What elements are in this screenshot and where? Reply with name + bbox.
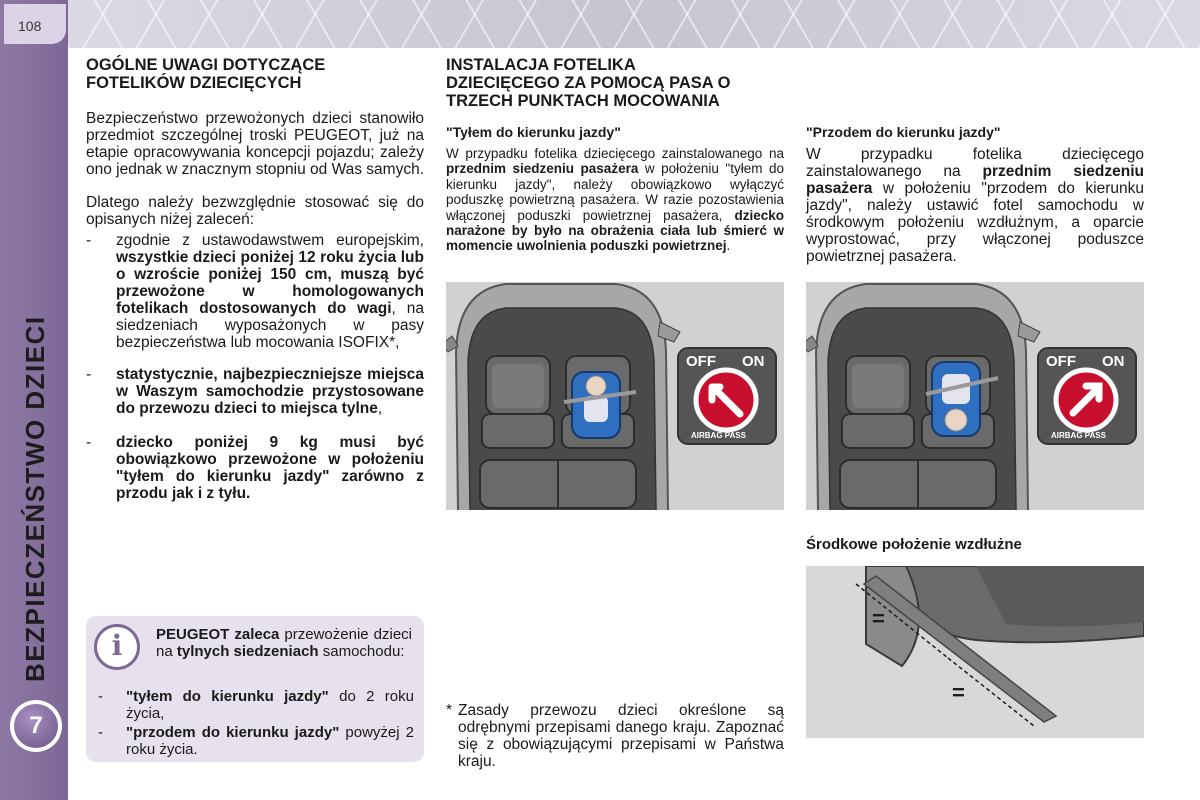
recommendation-item-2 bbox=[98, 724, 414, 758]
footnote-text: Zasady przewozu dzieci określone są odrębnymi przepisami danego kraju. Zapoznać się z obowiązującymi przepisami w Państwa kraju. bbox=[458, 702, 784, 770]
left-bullet-1 bbox=[86, 232, 426, 360]
section-title: BEZPIECZEŃSTWO DZIECI bbox=[20, 315, 50, 682]
rear-text-bold-1: przednim siedzeniu pasażera bbox=[446, 161, 639, 177]
page-number-box bbox=[4, 4, 66, 44]
rear-facing-heading: "Tyłem do kierunku jazdy" bbox=[446, 124, 621, 140]
left-heading-line-1: OGÓLNE UWAGI DOTYCZĄCE bbox=[86, 56, 326, 74]
middle-heading bbox=[446, 56, 791, 110]
chapter-badge[interactable] bbox=[10, 700, 62, 752]
item-post: do 2 roku życia, bbox=[126, 688, 414, 722]
rear-text-mid: w położeniu "tyłem do kierunku jazdy", należy obowiązkowo wyłączyć poduszkę powietrzną pasażera. W razie pozostawienia włączonej poduszki powietrznej pasażera, bbox=[446, 161, 784, 223]
rear-text-pre: W przypadku fotelika dziecięcego zainstalowanego na bbox=[446, 146, 784, 161]
item-dash: - bbox=[98, 724, 103, 741]
bullet-text-post: , na siedzeniach wyposażonych w pasy bezpieczeństwa lub mocowania ISOFIX*, bbox=[116, 300, 424, 351]
bullet-dash: - bbox=[86, 366, 92, 383]
item-dash: - bbox=[98, 688, 103, 705]
middle-heading-line-1: INSTALACJA FOTELIKA bbox=[446, 56, 636, 74]
bullet-text-bold: dziecko poniżej 9 kg musi być obowiązkowo przewożone w położeniu "tyłem do kierunku jazdy" zarówno z przodu jak i z tyłu. bbox=[116, 434, 424, 502]
page-number: 108 bbox=[18, 18, 42, 34]
rear-facing-illustration bbox=[446, 282, 784, 510]
forward-facing-text bbox=[806, 146, 1144, 265]
airbag-pass-label: AIRBAG PASS bbox=[691, 431, 746, 440]
recommendation-lead bbox=[156, 626, 412, 660]
left-intro-2: Dlatego należy bezwzględnie stosować się do opisanych niżej zaleceń: bbox=[86, 194, 424, 228]
left-bullet-2 bbox=[86, 366, 426, 430]
equal-mark-2: = bbox=[952, 680, 965, 705]
airbag-on-label: ON bbox=[742, 353, 765, 370]
lead-bold-2: tylnych siedzeniach bbox=[176, 643, 319, 660]
bullet-text-pre: zgodnie z ustawodawstwem europejskim, bbox=[116, 232, 424, 249]
forward-facing-illustration bbox=[806, 282, 1144, 510]
lead-post: samochodu: bbox=[318, 643, 405, 660]
sidebar bbox=[0, 0, 68, 800]
bullet-text bbox=[116, 434, 424, 502]
left-bullet-3 bbox=[86, 434, 426, 502]
rear-facing-text bbox=[446, 146, 784, 254]
info-icon-glyph: i bbox=[111, 629, 123, 662]
recommendation-item-1 bbox=[98, 688, 414, 722]
chapter-number: 7 bbox=[14, 704, 58, 748]
recommendation-box bbox=[86, 616, 424, 762]
seat-rail-illustration bbox=[806, 566, 1144, 738]
bullet-text-bold: wszystkie dzieci poniżej 12 roku życia lub o wzroście poniżej 150 cm, muszą być przewożone w homologowanych fotelikach dostosowanych do wagi bbox=[116, 249, 424, 317]
bullet-dash: - bbox=[86, 232, 92, 249]
forward-text-post: w położeniu "przodem do kierunku jazdy", należy ustawić fotel samochodu w środkowym położeniu wzdłużnym, a oparcie wyprostować, przy włączonej poduszce powietrznej pasażera. bbox=[806, 180, 1144, 265]
header-band bbox=[68, 0, 1200, 48]
left-heading-line-2: FOTELIKÓW DZIECIĘCYCH bbox=[86, 74, 302, 92]
airbag-off-label: OFF bbox=[686, 353, 716, 370]
airbag-pass-label: AIRBAG PASS bbox=[1051, 431, 1106, 440]
item-bold: "przodem do kierunku jazdy" bbox=[126, 724, 340, 741]
footnote-star: * bbox=[446, 702, 453, 719]
bullet-text bbox=[116, 366, 424, 417]
rear-text-post: . bbox=[726, 238, 731, 254]
bullet-dash: - bbox=[86, 434, 92, 451]
airbag-on-label: ON bbox=[1102, 353, 1125, 370]
forward-text-bold: przednim siedzeniu pasażera bbox=[806, 163, 1144, 197]
rear-text-bold-2: dziecko narażone by było na obrażenia ciała lub śmierć w momencie uwolnienia poduszki powietrznej bbox=[446, 207, 784, 254]
seat-position-caption: Środkowe położenie wzdłużne bbox=[806, 536, 1022, 553]
forward-text-pre: W przypadku fotelika dziecięcego zainstalowanego na bbox=[806, 146, 1144, 180]
middle-heading-line-3: TRZECH PUNKTACH MOCOWANIA bbox=[446, 92, 720, 110]
bullet-text bbox=[116, 232, 424, 351]
airbag-off-label: OFF bbox=[1046, 353, 1076, 370]
bullet-text-bold: statystycznie, najbezpieczniejsze miejsca w Waszym samochodzie przystosowane do przewozu dzieci to miejsca tylne bbox=[116, 366, 424, 417]
item-text bbox=[126, 724, 414, 758]
item-bold: "tyłem do kierunku jazdy" bbox=[126, 688, 329, 705]
lead-mid: przewożenie dzieci na bbox=[156, 626, 412, 660]
lead-bold-1: PEUGEOT zaleca bbox=[156, 626, 280, 643]
left-intro: Bezpieczeństwo przewożonych dzieci stanowiło przedmiot szczególnej troski PEUGEOT, już na etapie opracowywania koncepcji pojazdu; zależy ono jednak w znacznym stopniu od Was samych. bbox=[86, 110, 425, 178]
bullet-text-post: , bbox=[377, 400, 383, 417]
equal-mark-1: = bbox=[872, 606, 885, 631]
left-heading bbox=[86, 56, 426, 92]
item-text bbox=[126, 688, 414, 722]
item-post: powyżej 2 roku życia. bbox=[126, 724, 414, 758]
forward-facing-heading: "Przodem do kierunku jazdy" bbox=[806, 124, 1001, 140]
info-icon bbox=[94, 624, 140, 670]
middle-heading-line-2: DZIECIĘCEGO ZA POMOCĄ PASA O bbox=[446, 74, 731, 92]
